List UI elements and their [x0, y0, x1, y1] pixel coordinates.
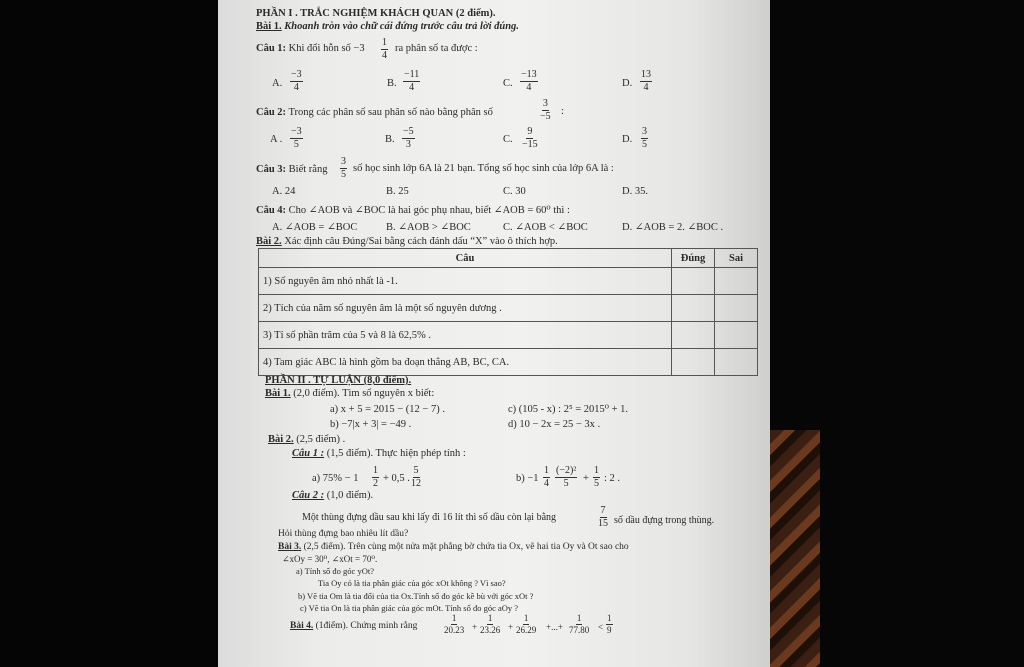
cau2-fraction: $\frac{7}{15}$	[598, 505, 608, 529]
q2-colon: :	[561, 106, 564, 117]
q2-option-c-fraction: $\frac{9}{-15}$	[522, 126, 538, 150]
q3-text: Câu 3: Biết rằng	[256, 164, 328, 175]
table-cell-statement: 1) Số nguyên âm nhỏ nhất là -1.	[259, 268, 672, 295]
table-header-true: Đúng	[672, 249, 715, 268]
q1-option-d-letter: D.	[622, 78, 633, 89]
table-cell-statement: 4) Tam giác ABC là hình gồm ba đoạn thẳng AB, BC, CA.	[259, 349, 672, 376]
q2-option-c-letter: C.	[503, 134, 513, 145]
q1-option-a-fraction: $\frac{-3}{4}$	[291, 69, 302, 93]
expr-b-start: b) −1	[516, 473, 539, 484]
bai2-cau1-heading: Câu 1 : (1,5 điểm). Thực hiện phép tính :	[292, 448, 466, 459]
q1-option-c-fraction: $\frac{-13}{4}$	[521, 69, 537, 93]
table-header-false: Sai	[715, 249, 758, 268]
bai4-plus-1: +	[472, 622, 478, 632]
table-cell-false[interactable]	[715, 295, 758, 322]
q3-option-d: D. 35.	[622, 186, 648, 197]
q2-option-b-letter: B.	[385, 134, 395, 145]
part2-bai2-heading: Bài 2. (2,5 điểm) .	[268, 434, 346, 445]
table-row	[259, 322, 758, 349]
expr-b-plus: +	[583, 473, 589, 484]
q3-text-tail: số học sinh lớp 6A là 21 bạn. Tổng số học sinh của lớp 6A là :	[353, 163, 614, 174]
cau2-question: Hỏi thùng đựng bao nhiêu lít dầu?	[278, 529, 409, 539]
expr-a-mid: + 0,5 .	[383, 473, 410, 484]
table-row	[259, 268, 758, 295]
bai1-item-d: d) 10 − 2x = 25 − 3x .	[508, 419, 601, 430]
expr-b-frac3: $\frac{1}{5}$	[594, 465, 599, 489]
expr-a-frac1: $\frac{1}{2}$	[373, 465, 378, 489]
q3-option-c: C. 30	[503, 186, 526, 197]
table-cell-true[interactable]	[672, 295, 715, 322]
q1-text: Câu 1: Khi đổi hỗn số −3	[256, 43, 365, 54]
bai3-item-a: a) Tính số đo góc yOt?	[296, 566, 374, 576]
dark-background-left	[0, 0, 218, 667]
q2-option-d-letter: D.	[622, 134, 633, 145]
part1-title: PHẦN I . TRẮC NGHIỆM KHÁCH QUAN (2 điểm).	[256, 8, 496, 19]
bai1-item-a: a) x + 5 = 2015 − (12 − 7) .	[330, 404, 445, 415]
bai4-less-than: <	[598, 622, 604, 632]
true-false-table	[258, 248, 758, 376]
part1-bai2-heading: Bài 2. Xác định câu Đúng/Sai bằng cách đánh dấu “X” vào ô thích hợp.	[256, 236, 558, 247]
q2-option-a-letter: A .	[270, 134, 283, 145]
q4-option-d: D. ∠AOB = 2. ∠BOC .	[622, 222, 724, 233]
table-row	[259, 349, 758, 376]
expr-b-frac2: $\frac{\text{(−2)²}}{5}$	[556, 465, 577, 489]
q3-option-b: B. 25	[386, 186, 409, 197]
bai4-term-last: $\frac{1}{77.80}$	[569, 613, 590, 635]
cau2-body-tail: số dầu đựng trong thùng.	[614, 515, 715, 526]
part2-bai1-heading: Bài 1. (2,0 điểm). Tìm số nguyên x biết:	[265, 388, 435, 399]
bai1-item-b: b) −7|x + 3| = −49 .	[330, 419, 412, 430]
bai1-item-c: c) (105 - x) : 2⁵ = 2015⁰ + 1.	[508, 404, 629, 415]
q2-option-d-fraction: $\frac{3}{5}$	[642, 126, 647, 150]
wicker-chair-edge	[770, 430, 820, 667]
q1-option-c-letter: C.	[503, 78, 513, 89]
q4-option-c: C. ∠AOB < ∠BOC	[503, 222, 588, 233]
bai4-plus-2: +	[508, 622, 514, 632]
q2-option-a-fraction: $\frac{-3}{5}$	[291, 126, 302, 150]
table-cell-statement: 2) Tích của năm số nguyên âm là một số nguyên dương .	[259, 295, 672, 322]
bai3-item-a2: Tia Oy có là tia phân giác của góc xOt không ? Vì sao?	[318, 578, 506, 588]
q1-text-tail: ra phân số ta được :	[395, 43, 478, 54]
table-cell-statement: 3) Tỉ số phần trăm của 5 và 8 là 62,5% .	[259, 322, 672, 349]
table-header-question: Câu	[259, 249, 672, 268]
q3-fraction: $\frac{3}{5}$	[341, 156, 346, 180]
expr-a-start: a) 75% − 1	[312, 473, 359, 484]
bai3-line2: ∠xOy = 30⁰, ∠xOt = 70⁰.	[282, 554, 378, 564]
q4-text: Câu 4: Cho ∠AOB và ∠BOC là hai góc phụ nhau, biết ∠AOB = 60⁰ thì :	[256, 205, 570, 216]
bai3-item-b: b) Vẽ tia Om là tia đối của tia Ox.Tính số đo góc kề bù với góc xOt ?	[298, 591, 534, 601]
q1-option-d-fraction: $\frac{13}{4}$	[641, 69, 651, 93]
expr-b-frac1: $\frac{1}{4}$	[544, 465, 549, 489]
expr-b-tail: : 2 .	[604, 473, 621, 484]
table-cell-true[interactable]	[672, 322, 715, 349]
q1-option-b-letter: B.	[387, 78, 397, 89]
bai4-term-1: $\frac{1}{20.23}$	[444, 613, 465, 635]
q3-option-a: A. 24	[272, 186, 296, 197]
q2-option-b-fraction: $\frac{-5}{3}$	[403, 126, 414, 150]
table-cell-false[interactable]	[715, 268, 758, 295]
q1-option-a-letter: A.	[272, 78, 283, 89]
q1-mixed-fraction: $\frac{1}{4}$	[382, 37, 387, 61]
bai4-term-2: $\frac{1}{23.26}$	[480, 613, 501, 635]
part2-bai3-heading: Bài 3. (2,5 điểm). Trên cùng một nửa mặt phẳng bờ chứa tia Ox, vẽ hai tia Oy và Ot sao cho	[278, 542, 629, 552]
bai4-rhs: $\frac{1}{9}$	[607, 613, 612, 635]
bai4-ellipsis: +...+	[546, 622, 563, 632]
bai2-cau2-heading: Câu 2 : (1,0 điểm).	[292, 490, 374, 501]
table-cell-false[interactable]	[715, 349, 758, 376]
table-row	[259, 295, 758, 322]
q4-option-a: A. ∠AOB = ∠BOC	[272, 222, 358, 233]
cau2-body: Một thùng đựng dầu sau khi lấy đi 16 lít thì số dầu còn lại bằng	[302, 512, 557, 523]
bai4-term-3: $\frac{1}{26.29}$	[516, 613, 537, 635]
part2-title: PHẦN II . TỰ LUẬN (8,0 điểm).	[265, 375, 412, 386]
part2-bai4-heading: Bài 4. (1điểm). Chứng minh rằng	[290, 621, 418, 631]
table-cell-false[interactable]	[715, 322, 758, 349]
q4-option-b: B. ∠AOB > ∠BOC	[386, 222, 471, 233]
part1-instruction: Bài 1. Khoanh tròn vào chữ cái đứng trước câu trả lời đúng.	[256, 21, 519, 32]
q1-option-b-fraction: $\frac{-11}{4}$	[404, 69, 420, 93]
table-cell-true[interactable]	[672, 268, 715, 295]
expr-a-frac2: $\frac{5}{12}$	[411, 465, 421, 489]
q2-text: Câu 2: Trong các phân số sau phân số nào bằng phân số	[256, 107, 493, 118]
table-cell-true[interactable]	[672, 349, 715, 376]
q2-fraction: $\frac{3}{-5}$	[540, 98, 551, 122]
bai3-item-c: c) Vẽ tia On là tia phân giác của góc mOt. Tính số đo góc aOy ?	[300, 603, 519, 613]
